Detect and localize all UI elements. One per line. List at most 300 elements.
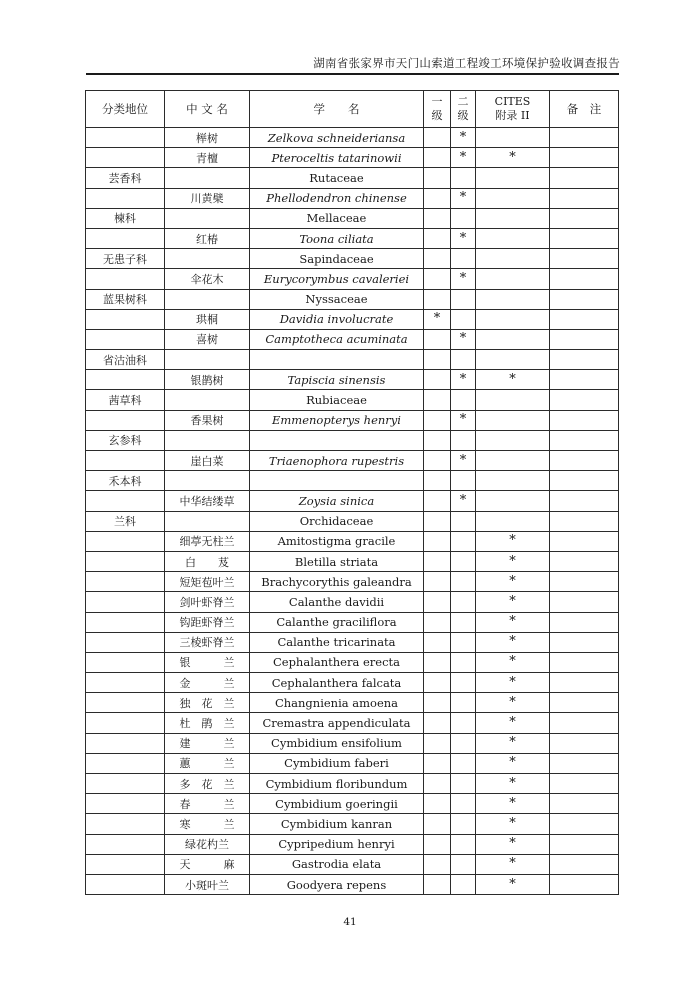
cell-chinese-name: 杜 鹃 兰 [165,713,250,733]
cell-cites: * [476,753,550,773]
cell-remark [550,693,619,713]
cell-chinese-name [165,289,250,309]
cell-level2: * [451,329,476,349]
cell-chinese-name: 钩距虾脊兰 [165,612,250,632]
cell-remark [550,148,619,168]
cell-chinese-name: 剑叶虾脊兰 [165,592,250,612]
report-title: 湖南省张家界市天门山索道工程竣工环境保护验收调查报告 [313,56,620,70]
species-row [86,249,619,269]
cell-taxonomy [86,592,165,612]
cell-taxonomy: 禾本科 [86,471,165,491]
cell-scientific-name: Calanthe tricarinata [250,632,424,652]
cell-chinese-name: 青檀 [165,148,250,168]
col-header-level2-line2: 级 [457,109,469,122]
cell-cites: * [476,733,550,753]
cell-chinese-name: 银鹊树 [165,370,250,390]
cell-scientific-name: Emmenopterys henryi [250,410,424,430]
cell-scientific-name [250,350,424,370]
cell-cites: * [476,874,550,894]
cell-cites: * [476,673,550,693]
cell-level2 [451,511,476,531]
cell-level2: * [451,491,476,511]
cell-scientific-name: Zelkova schneideriansa [250,128,424,148]
cell-taxonomy [86,612,165,632]
cell-level2 [451,289,476,309]
species-row [86,329,619,349]
cell-level2: * [451,228,476,248]
cell-level1 [424,350,451,370]
cell-level2 [451,774,476,794]
cell-scientific-name: Bletilla striata [250,551,424,571]
cell-cites: * [476,713,550,733]
cell-taxonomy [86,148,165,168]
cell-taxonomy [86,874,165,894]
species-row [86,491,619,511]
cell-level1 [424,874,451,894]
cell-scientific-name: Tapiscia sinensis [250,370,424,390]
cell-level2: * [451,269,476,289]
cell-taxonomy [86,713,165,733]
cell-taxonomy: 玄参科 [86,430,165,450]
species-row [86,471,619,491]
cell-chinese-name [165,249,250,269]
cell-taxonomy [86,652,165,672]
cell-scientific-name: Changnienia amoena [250,693,424,713]
cell-scientific-name: Cymbidium kanran [250,814,424,834]
cell-cites [476,128,550,148]
cell-chinese-name: 中华结缕草 [165,491,250,511]
cell-chinese-name [165,208,250,228]
cell-remark [550,370,619,390]
cell-scientific-name: Camptotheca acuminata [250,329,424,349]
cell-remark [550,471,619,491]
cell-remark [550,329,619,349]
cell-cites [476,471,550,491]
cell-remark [550,814,619,834]
cell-taxonomy [86,693,165,713]
species-row [86,451,619,471]
cell-remark [550,430,619,450]
cell-level2 [451,168,476,188]
cell-cites: * [476,652,550,672]
cell-remark [550,794,619,814]
cell-remark [550,228,619,248]
cell-chinese-name: 珙桐 [165,309,250,329]
cell-remark [550,612,619,632]
cell-cites: * [476,774,550,794]
cell-taxonomy: 兰科 [86,511,165,531]
cell-remark [550,168,619,188]
cell-remark [550,309,619,329]
cell-chinese-name: 白 芨 [165,551,250,571]
cell-remark [550,451,619,471]
cell-cites [476,188,550,208]
cell-level1 [424,531,451,551]
cell-remark [550,208,619,228]
species-row [86,592,619,612]
cell-scientific-name: Cymbidium faberi [250,753,424,773]
cell-scientific-name: Rubiaceae [250,390,424,410]
cell-chinese-name: 建 兰 [165,733,250,753]
cell-level2 [451,249,476,269]
cell-level1 [424,733,451,753]
cell-level1 [424,794,451,814]
cell-scientific-name: Davidia involucrate [250,309,424,329]
cell-chinese-name [165,168,250,188]
cell-level1 [424,269,451,289]
cell-taxonomy [86,531,165,551]
species-row [86,874,619,894]
species-row [86,430,619,450]
cell-level1 [424,228,451,248]
cell-level2 [451,350,476,370]
cell-chinese-name: 春 兰 [165,794,250,814]
cell-scientific-name: Pteroceltis tatarinowii [250,148,424,168]
species-row [86,713,619,733]
species-row [86,551,619,571]
cell-remark [550,269,619,289]
cell-chinese-name [165,390,250,410]
species-row [86,188,619,208]
cell-level1 [424,753,451,773]
cell-scientific-name: Calanthe graciliflora [250,612,424,632]
cell-taxonomy: 蓝果树科 [86,289,165,309]
species-row [86,834,619,854]
cell-remark [550,551,619,571]
cell-level2 [451,309,476,329]
cell-taxonomy: 省沽油科 [86,350,165,370]
col-header-taxonomy: 分类地位 [86,91,165,128]
cell-scientific-name: Cypripedium henryi [250,834,424,854]
cell-cites: * [476,551,550,571]
cell-chinese-name: 伞花木 [165,269,250,289]
cell-scientific-name: Cephalanthera erecta [250,652,424,672]
cell-level1 [424,168,451,188]
cell-chinese-name [165,430,250,450]
cell-scientific-name: Cymbidium ensifolium [250,733,424,753]
species-row [86,794,619,814]
cell-chinese-name: 崖白菜 [165,451,250,471]
col-header-level1-line1: 一 [431,95,443,108]
cell-chinese-name [165,350,250,370]
cell-level2 [451,673,476,693]
species-row [86,854,619,874]
cell-level1 [424,612,451,632]
cell-cites: * [476,632,550,652]
species-row [86,753,619,773]
cell-level1: * [424,309,451,329]
species-row [86,128,619,148]
cell-chinese-name: 独 花 兰 [165,693,250,713]
species-row [86,410,619,430]
cell-level1 [424,652,451,672]
species-row [86,652,619,672]
cell-taxonomy [86,269,165,289]
col-header-level2 [451,91,476,128]
cell-cites [476,350,550,370]
cell-taxonomy: 芸香科 [86,168,165,188]
species-row [86,370,619,390]
cell-level2 [451,208,476,228]
cell-level2 [451,814,476,834]
cell-level2: * [451,128,476,148]
page-number: 41 [343,916,357,928]
col-header-level2-line1: 二 [457,95,469,108]
cell-level1 [424,249,451,269]
species-row [86,309,619,329]
cell-remark [550,491,619,511]
species-row [86,814,619,834]
cell-remark [550,390,619,410]
cell-level1 [424,774,451,794]
cell-remark [550,632,619,652]
cell-cites: * [476,834,550,854]
col-header-cites [476,91,550,128]
cell-taxonomy: 茜草科 [86,390,165,410]
species-row [86,269,619,289]
cell-remark [550,652,619,672]
cell-remark [550,713,619,733]
cell-taxonomy [86,753,165,773]
cell-chinese-name [165,471,250,491]
cell-scientific-name: Amitostigma gracile [250,531,424,551]
cell-level1 [424,451,451,471]
cell-scientific-name [250,430,424,450]
species-row [86,693,619,713]
cell-level1 [424,854,451,874]
cell-taxonomy [86,834,165,854]
cell-taxonomy [86,814,165,834]
col-header-level1 [424,91,451,128]
cell-taxonomy: 楝科 [86,208,165,228]
cell-taxonomy [86,733,165,753]
cell-scientific-name: Cremastra appendiculata [250,713,424,733]
cell-level2: * [451,370,476,390]
cell-cites: * [476,148,550,168]
cell-remark [550,774,619,794]
cell-scientific-name: Cymbidium floribundum [250,774,424,794]
species-row [86,350,619,370]
cell-level1 [424,572,451,592]
species-row [86,612,619,632]
cell-cites [476,451,550,471]
col-header-cites-line2: 附录 II [495,109,530,122]
cell-scientific-name: Mellaceae [250,208,424,228]
cell-cites: * [476,693,550,713]
cell-level2 [451,612,476,632]
cell-level1 [424,430,451,450]
cell-chinese-name: 川黄檗 [165,188,250,208]
cell-cites: * [476,370,550,390]
cell-level2 [451,854,476,874]
cell-taxonomy [86,774,165,794]
cell-level2 [451,632,476,652]
cell-level1 [424,148,451,168]
cell-scientific-name: Rutaceae [250,168,424,188]
cell-scientific-name [250,471,424,491]
cell-level1 [424,208,451,228]
cell-level1 [424,632,451,652]
cell-cites [476,491,550,511]
cell-level2 [451,471,476,491]
cell-level1 [424,693,451,713]
species-row [86,531,619,551]
cell-remark [550,874,619,894]
cell-chinese-name: 细葶无柱兰 [165,531,250,551]
species-row [86,511,619,531]
cell-taxonomy [86,491,165,511]
col-header-scientific-name: 学 名 [250,91,424,128]
cell-chinese-name: 蕙 兰 [165,753,250,773]
cell-cites [476,289,550,309]
cell-level1 [424,592,451,612]
cell-cites: * [476,794,550,814]
cell-cites: * [476,814,550,834]
cell-taxonomy [86,451,165,471]
cell-level2: * [451,451,476,471]
cell-scientific-name: Triaenophora rupestris [250,451,424,471]
cell-level2 [451,572,476,592]
cell-level1 [424,673,451,693]
cell-cites [476,309,550,329]
species-row [86,148,619,168]
species-row [86,208,619,228]
cell-chinese-name: 天 麻 [165,854,250,874]
species-row [86,168,619,188]
cell-scientific-name: Zoysia sinica [250,491,424,511]
cell-level2: * [451,148,476,168]
cell-taxonomy [86,370,165,390]
cell-cites [476,168,550,188]
cell-level2 [451,713,476,733]
cell-cites [476,329,550,349]
cell-remark [550,673,619,693]
cell-level1 [424,289,451,309]
cell-remark [550,854,619,874]
cell-cites [476,228,550,248]
cell-remark [550,188,619,208]
cell-level1 [424,471,451,491]
cell-taxonomy: 无患子科 [86,249,165,269]
species-row [86,572,619,592]
cell-taxonomy [86,329,165,349]
cell-level2 [451,430,476,450]
cell-level1 [424,491,451,511]
cell-level2 [451,531,476,551]
cell-cites [476,208,550,228]
cell-chinese-name: 三棱虾脊兰 [165,632,250,652]
cell-taxonomy [86,128,165,148]
col-header-remark: 备 注 [550,91,619,128]
cell-chinese-name: 香果树 [165,410,250,430]
cell-cites [476,249,550,269]
cell-chinese-name: 绿花杓兰 [165,834,250,854]
species-row [86,632,619,652]
cell-scientific-name: Cephalanthera falcata [250,673,424,693]
cell-cites [476,390,550,410]
cell-chinese-name: 多 花 兰 [165,774,250,794]
cell-level1 [424,128,451,148]
cell-scientific-name: Toona ciliata [250,228,424,248]
cell-taxonomy [86,410,165,430]
cell-cites: * [476,592,550,612]
protected-species-table [85,90,619,895]
table-header-row [86,91,619,128]
cell-level1 [424,511,451,531]
cell-chinese-name: 银 兰 [165,652,250,672]
cell-level1 [424,814,451,834]
cell-level2 [451,390,476,410]
cell-taxonomy [86,673,165,693]
cell-level1 [424,410,451,430]
cell-level1 [424,370,451,390]
cell-scientific-name: Gastrodia elata [250,854,424,874]
species-row [86,733,619,753]
cell-chinese-name: 短矩苞叶兰 [165,572,250,592]
cell-level1 [424,551,451,571]
col-header-chinese-name: 中 文 名 [165,91,250,128]
cell-level1 [424,390,451,410]
cell-scientific-name: Calanthe davidii [250,592,424,612]
cell-taxonomy [86,854,165,874]
cell-taxonomy [86,228,165,248]
cell-chinese-name: 小斑叶兰 [165,874,250,894]
cell-taxonomy [86,794,165,814]
cell-cites: * [476,612,550,632]
cell-remark [550,733,619,753]
species-row [86,390,619,410]
cell-remark [550,592,619,612]
cell-remark [550,753,619,773]
cell-remark [550,410,619,430]
cell-scientific-name: Sapindaceae [250,249,424,269]
cell-taxonomy [86,632,165,652]
cell-scientific-name: Nyssaceae [250,289,424,309]
cell-remark [550,572,619,592]
cell-chinese-name: 榉树 [165,128,250,148]
cell-remark [550,289,619,309]
cell-level1 [424,713,451,733]
cell-cites [476,511,550,531]
col-header-level1-line2: 级 [431,109,443,122]
cell-level2 [451,874,476,894]
cell-remark [550,350,619,370]
cell-scientific-name: Cymbidium goeringii [250,794,424,814]
cell-level1 [424,188,451,208]
cell-cites [476,410,550,430]
cell-level1 [424,329,451,349]
cell-taxonomy [86,188,165,208]
cell-level2: * [451,188,476,208]
cell-chinese-name: 寒 兰 [165,814,250,834]
cell-level2 [451,693,476,713]
cell-scientific-name: Goodyera repens [250,874,424,894]
cell-chinese-name: 喜树 [165,329,250,349]
cell-level2 [451,733,476,753]
cell-level2 [451,592,476,612]
cell-taxonomy [86,572,165,592]
cell-cites: * [476,531,550,551]
cell-cites [476,269,550,289]
cell-scientific-name: Orchidaceae [250,511,424,531]
cell-chinese-name: 金 兰 [165,673,250,693]
cell-remark [550,128,619,148]
cell-level2: * [451,410,476,430]
species-row [86,289,619,309]
cell-cites [476,430,550,450]
cell-chinese-name: 红椿 [165,228,250,248]
running-header [313,55,620,71]
